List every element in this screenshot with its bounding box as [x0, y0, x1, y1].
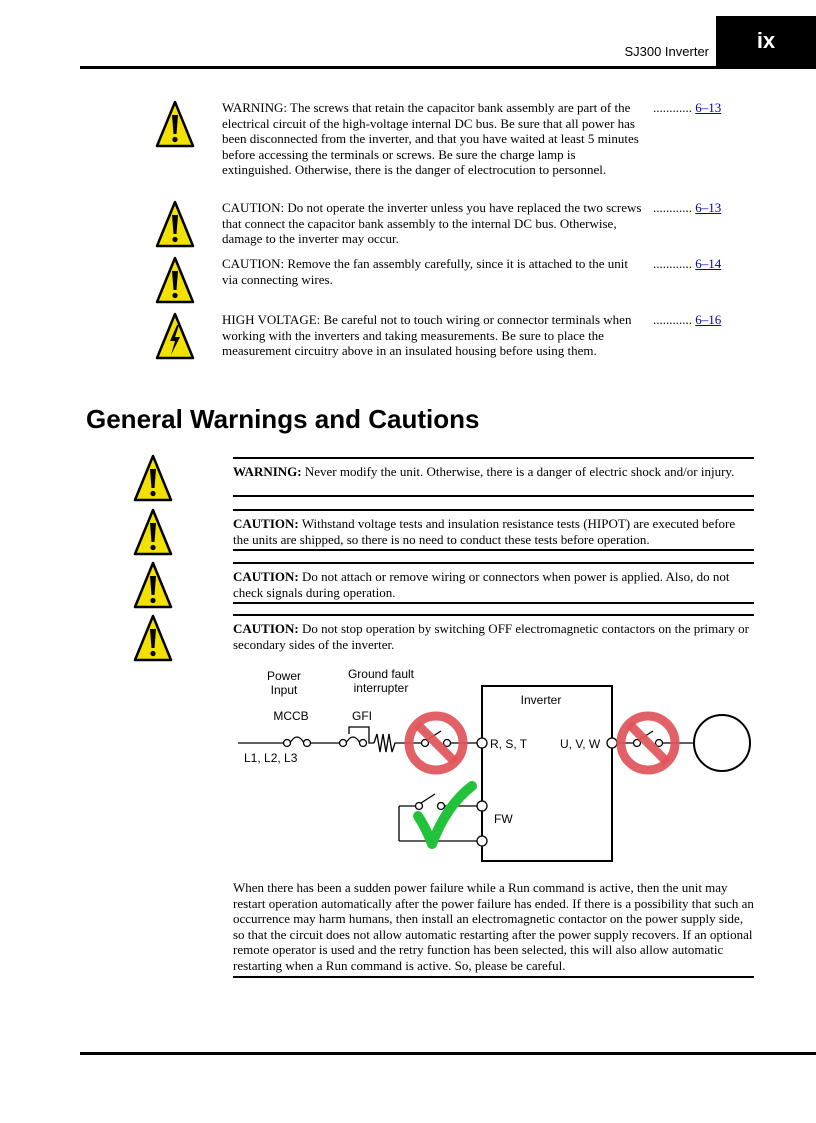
footer-rule — [80, 1052, 816, 1055]
general-caution-box — [233, 509, 754, 551]
page-link[interactable]: 6–16 — [695, 312, 722, 327]
warning-triangle-icon — [133, 614, 173, 662]
caution-label: CAUTION: — [233, 569, 299, 584]
caution-text: Do not stop operation by switching OFF electromagnetic contactors on the primary or secondary sides of the inverter. — [233, 621, 749, 652]
warning-triangle-icon — [155, 200, 195, 248]
caution-label: CAUTION: — [233, 621, 299, 636]
page-link[interactable]: 6–13 — [695, 100, 722, 115]
high-voltage-icon — [155, 312, 195, 360]
header-title: SJ300 Inverter — [624, 44, 709, 59]
motor-symbol — [694, 715, 750, 771]
page-reference: ............ 6–14 — [653, 256, 722, 271]
general-warning-box — [233, 457, 754, 497]
page-number: ix — [756, 28, 776, 53]
warning-label: WARNING: — [233, 464, 302, 479]
warning-triangle-icon — [155, 256, 195, 304]
closing-rule — [233, 976, 754, 978]
inverter-box — [482, 686, 612, 861]
gfi-title-1: Ground fault — [347, 667, 415, 681]
caution-text: CAUTION: Remove the fan assembly carefully, since it is attached to the unit via connecting wires. — [222, 256, 629, 287]
check-icon — [418, 786, 472, 844]
caution-text: Do not attach or remove wiring or connectors when power is applied. Also, do not check signals during operation. — [233, 569, 730, 600]
warning-triangle-icon — [133, 454, 173, 502]
page-link[interactable]: 6–14 — [695, 256, 722, 271]
page-link[interactable]: 6–13 — [695, 200, 722, 215]
gfi-label: GFI — [352, 709, 372, 723]
warning-triangle-icon — [155, 100, 195, 148]
warning-triangle-icon — [133, 561, 173, 609]
caution-text: CAUTION: Do not operate the inverter unless you have replaced the two screws that connect the capacitor bank assembly to the internal DC bus. Otherwise, damage to the inverter may occur. — [222, 200, 642, 246]
section-title: General Warnings and Cautions — [86, 404, 480, 434]
fw-label: FW — [494, 812, 513, 826]
page-reference: ............ 6–16 — [653, 312, 722, 327]
general-caution-box — [233, 614, 754, 656]
caution-text: HIGH VOLTAGE: Be careful not to touch wiring or connector terminals when working with the inverters and taking measurements. Be sure to place the measurement circuitry above in an insulated housing before using them. — [222, 312, 632, 358]
mccb-label: MCCB — [273, 709, 309, 723]
warning-triangle-icon — [133, 508, 173, 556]
output-terminals-label: U, V, W — [560, 737, 601, 751]
gfi-title-2: interrupter — [353, 681, 409, 695]
page-reference: ............ 6–13 — [653, 200, 722, 215]
lines-label: L1, L2, L3 — [244, 751, 298, 765]
power-input-label-1: Power — [266, 669, 302, 683]
wiring-diagram — [236, 666, 776, 876]
power-input-label-2: Input — [270, 683, 298, 697]
caution-text: Withstand voltage tests and insulation resistance tests (HIPOT) are executed before the units are shipped, so there is no need to conduct these tests before operation. — [233, 516, 736, 547]
input-terminals-label: R, S, T — [490, 737, 528, 751]
closing-paragraph: When there has been a sudden power failure while a Run command is active, then the unit may restart operation automatically after the power failure has ended. If there is a possibility that such an occurrence may harm humans, then install an electromagnetic contactor on the power supply side, so that the circuit does not allow automatic restarting after the power supply recovers. If an optional remote operator is used and the retry function has been selected, this will also allow automatic restarting when a Run command is active. So, please be careful. — [233, 880, 754, 973]
header-rule — [80, 66, 816, 69]
page-number-tab — [716, 16, 816, 68]
warning-text: Never modify the unit. Otherwise, there is a danger of electric shock and/or injury. — [301, 464, 735, 479]
caution-text: WARNING: The screws that retain the capacitor bank assembly are part of the electrical circuit of the high-voltage internal DC bus. Be sure that all power has been disconnected from the inverter, and that you have waited at least 5 minutes before accessing the terminals or screws. Be sure the charge lamp is extinguished. Otherwise, there is the danger of electrocution to personnel. — [222, 100, 639, 177]
caution-label: CAUTION: — [233, 516, 299, 531]
page-reference: ............ 6–13 — [653, 100, 722, 115]
general-caution-box — [233, 562, 754, 604]
inverter-label: Inverter — [520, 693, 562, 707]
